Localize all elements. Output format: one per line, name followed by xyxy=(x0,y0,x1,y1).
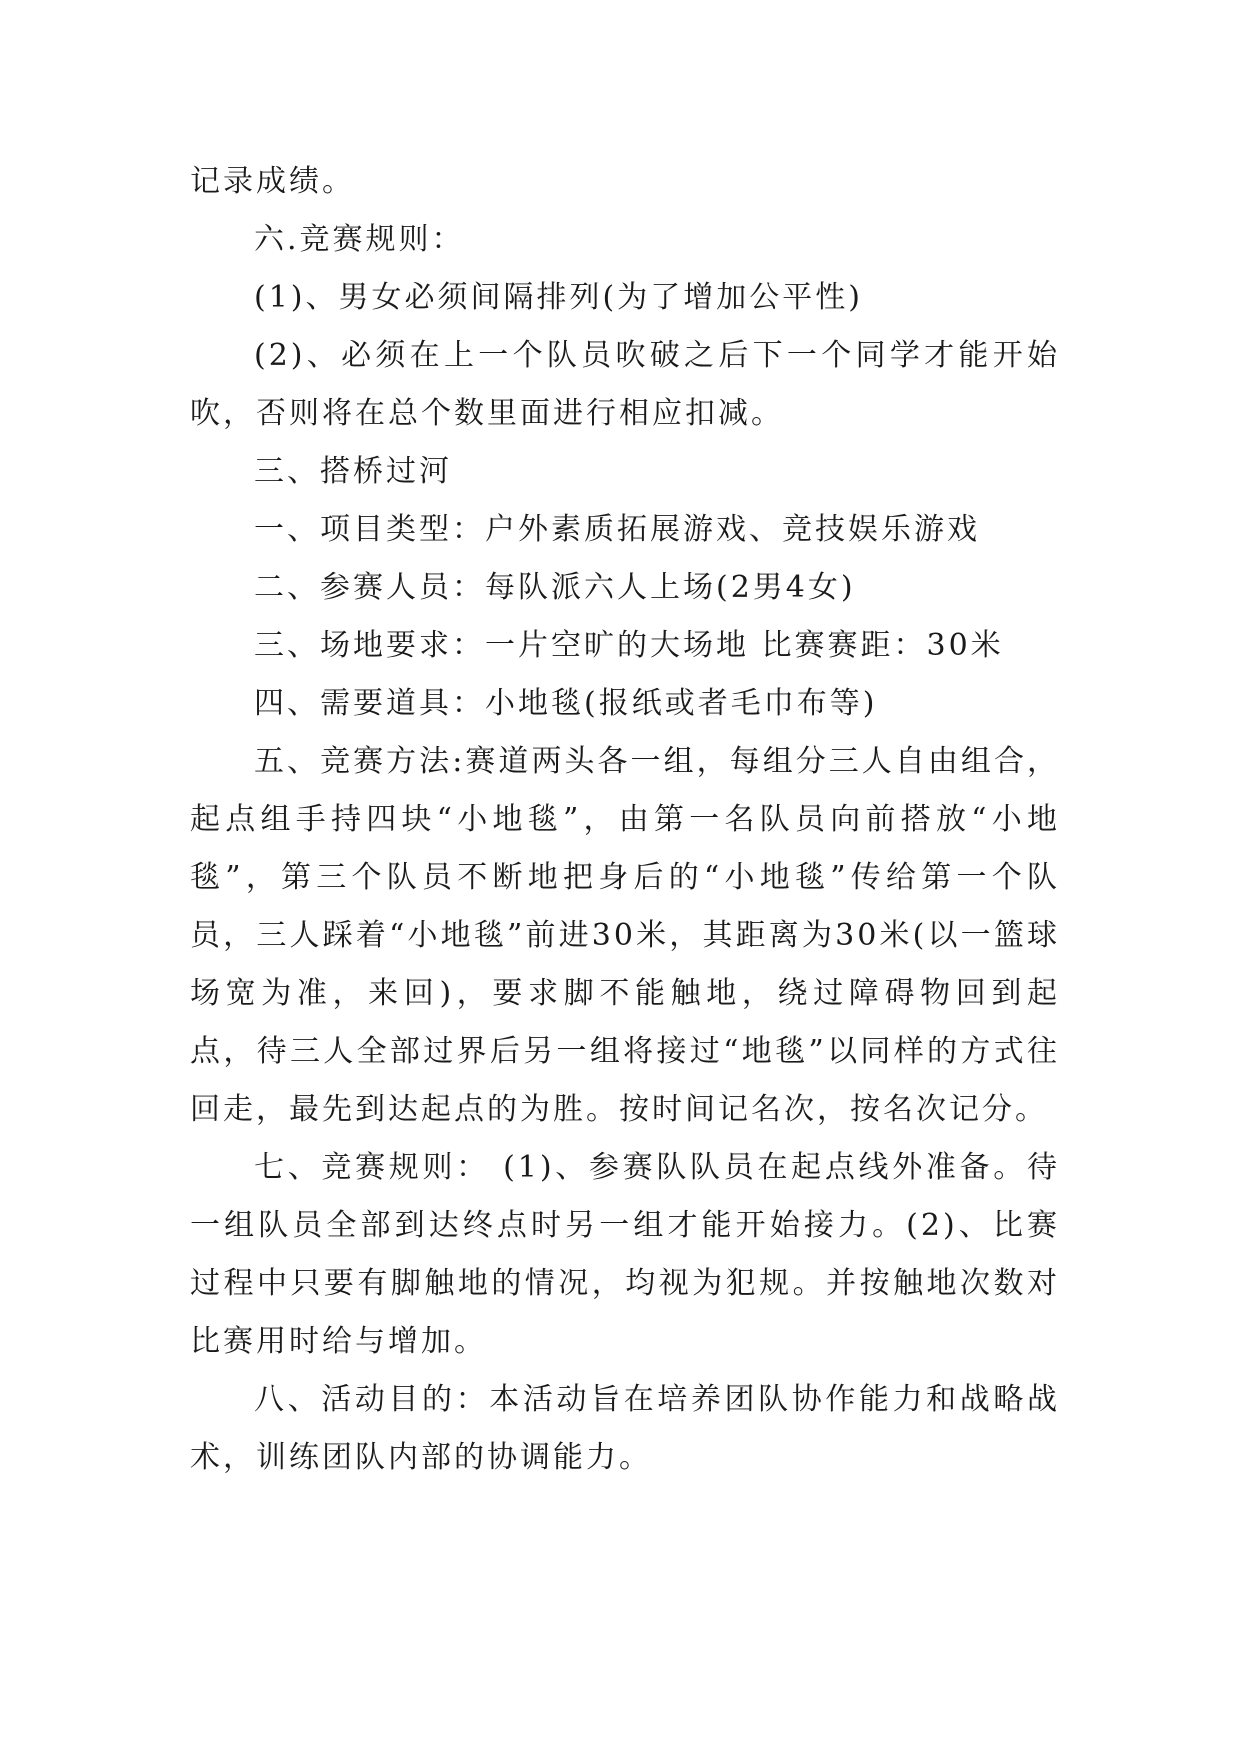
paragraph-purpose: 八、活动目的：本活动旨在培养团队协作能力和战略战术，训练团队内部的协调能力。 xyxy=(190,1382,1060,1475)
paragraph-venue: 三、场地要求：一片空旷的大场地 比赛赛距：30米 xyxy=(254,628,1004,663)
paragraph-rules-7: 七、竞赛规则： (1)、参赛队队员在起点线外准备。待一组队员全部到达终点时另一组才能开始接力。(2)、比赛过程中只要有脚触地的情况，均视为犯规。并按触地次数对比赛用时给与增加。 xyxy=(190,1150,1060,1359)
body-text xyxy=(190,153,1060,1487)
paragraph-method: 五、竞赛方法:赛道两头各一组，每组分三人自由组合，起点组手持四块“小地毯”，由第一名队员向前搭放“小地毯”，第三个队员不断地把身后的“小地毯”传给第一个队员，三人踩着“小地毯”前进30米，其距离为30米(以一篮球场宽为准，来回)，要求脚不能触地，绕过障碍物回到起点，待三人全部过界后另一组将接过“地毯”以同样的方式往回走，最先到达起点的为胜。按时间记名次，按名次记分。 xyxy=(190,744,1060,1127)
paragraph-participants: 二、参赛人员：每队派六人上场(2男4女) xyxy=(254,570,856,605)
paragraph-record-results: 记录成绩。 xyxy=(190,164,355,199)
paragraph-props: 四、需要道具：小地毯(报纸或者毛巾布等) xyxy=(254,686,878,721)
paragraph-project-type: 一、项目类型：户外素质拓展游戏、竞技娱乐游戏 xyxy=(254,512,980,547)
paragraph-rule-1: (1)、男女必须间隔排列(为了增加公平性) xyxy=(254,280,863,315)
paragraph-rules-heading-6: 六.竞赛规则： xyxy=(254,222,465,257)
section-heading-bridge: 三、搭桥过河 xyxy=(254,454,452,489)
paragraph-rule-2: (2)、必须在上一个队员吹破之后下一个同学才能开始吹，否则将在总个数里面进行相应扣减。 xyxy=(190,338,1060,431)
